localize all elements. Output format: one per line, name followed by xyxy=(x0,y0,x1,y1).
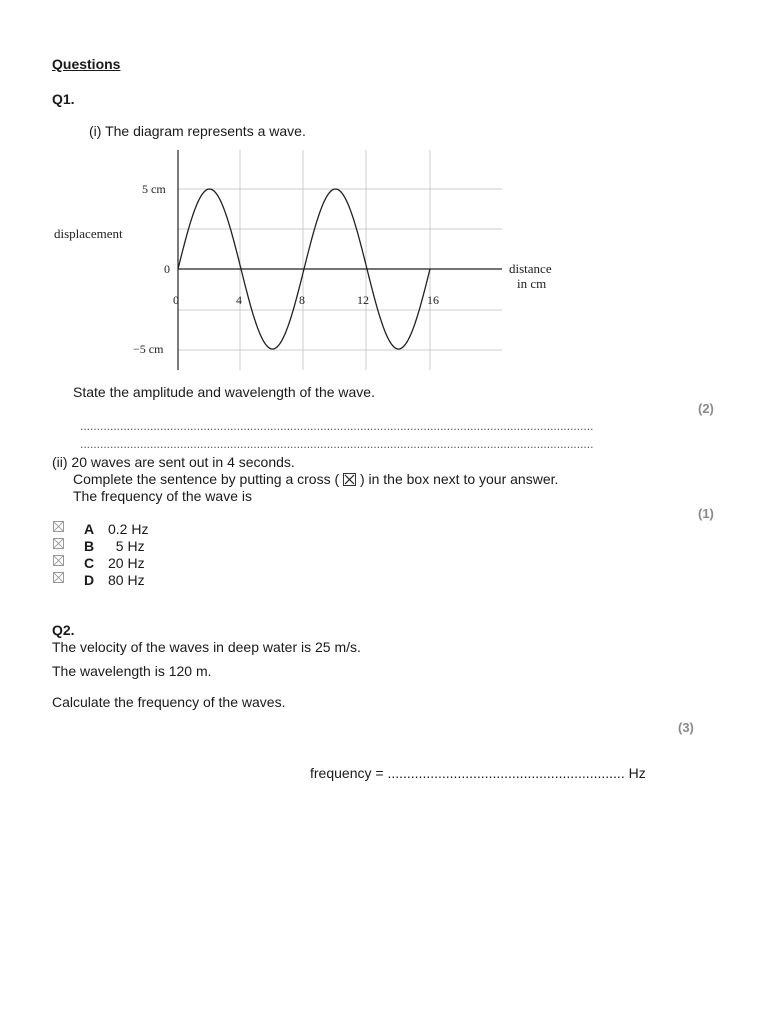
option-c-text: 20 Hz xyxy=(108,555,145,571)
x-tick-12: 12 xyxy=(357,293,369,307)
option-a-checkbox[interactable] xyxy=(53,521,64,532)
y-tick-bottom: −5 cm xyxy=(133,342,164,356)
x-tick-8: 8 xyxy=(299,293,305,307)
q1-marks-i: (2) xyxy=(698,401,714,416)
q1-part-i-intro: (i) The diagram represents a wave. xyxy=(89,123,306,139)
option-c-letter: C xyxy=(84,555,95,571)
instruction-text-b: ) in the box next to your answer. xyxy=(359,471,559,487)
answer-line-2[interactable]: .......................................................................................................................................................... xyxy=(80,437,594,451)
cross-box-example-icon xyxy=(343,473,356,486)
x-axis-label-line1: distance xyxy=(509,261,552,276)
frequency-label: frequency = xyxy=(310,765,388,781)
answer-line-1[interactable]: .......................................................................................................................................................... xyxy=(80,419,594,433)
wave-diagram xyxy=(50,148,570,378)
x-tick-0: 0 xyxy=(173,293,179,307)
option-d-letter: D xyxy=(84,572,95,588)
q1-part-ii-line1: (ii) 20 waves are sent out in 4 seconds. xyxy=(52,454,295,470)
x-axis-label-line2: in cm xyxy=(517,276,547,291)
q1-prompt: State the amplitude and wavelength of the wave. xyxy=(73,384,375,400)
option-d-text: 80 Hz xyxy=(108,572,145,588)
y-axis-label: displacement xyxy=(54,226,123,241)
page-heading: Questions xyxy=(52,56,121,72)
q1-part-ii-line3: The frequency of the wave is xyxy=(73,488,252,504)
frequency-unit: Hz xyxy=(624,765,646,781)
option-b-checkbox[interactable] xyxy=(53,538,64,549)
frequency-answer-row xyxy=(310,765,646,781)
frequency-answer-line[interactable]: ............................................................. xyxy=(387,765,625,781)
option-a-text: 0.2 Hz xyxy=(108,521,149,537)
option-b-text: 5 Hz xyxy=(108,538,145,554)
diagram-grid xyxy=(178,150,502,370)
instruction-text-a: Complete the sentence by putting a cross ( xyxy=(73,471,340,487)
q2-marks: (3) xyxy=(678,720,694,735)
x-tick-4: 4 xyxy=(236,293,242,307)
y-tick-zero: 0 xyxy=(164,262,170,276)
option-b-letter: B xyxy=(84,538,95,554)
q2-line2: The wavelength is 120 m. xyxy=(52,663,212,679)
option-d-checkbox[interactable] xyxy=(53,572,64,583)
q2-line1: The velocity of the waves in deep water is 25 m/s. xyxy=(52,639,361,655)
x-tick-16: 16 xyxy=(427,293,439,307)
option-c-checkbox[interactable] xyxy=(53,555,64,566)
option-a-letter: A xyxy=(84,521,95,537)
q1-marks-ii: (1) xyxy=(698,506,714,521)
y-tick-top: 5 cm xyxy=(142,182,166,196)
q2-label: Q2. xyxy=(52,622,75,638)
q1-part-ii-line2 xyxy=(73,471,558,487)
q2-line3: Calculate the frequency of the waves. xyxy=(52,694,286,710)
q1-label: Q1. xyxy=(52,91,75,107)
